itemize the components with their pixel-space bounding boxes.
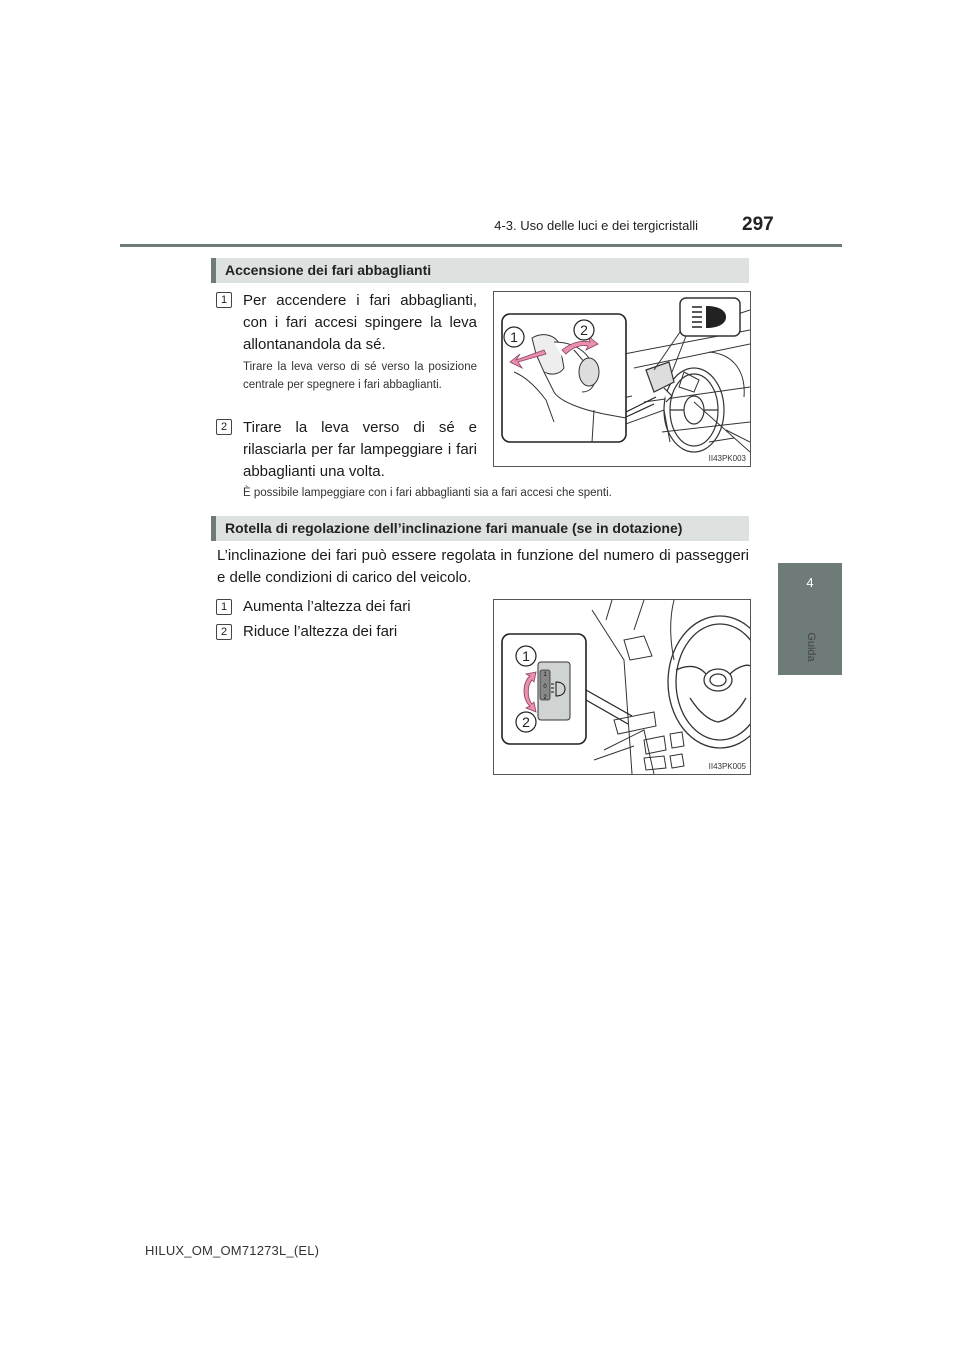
dial-mark-top: 1 (543, 672, 547, 678)
callout-2: 2 (522, 714, 530, 730)
callout-1: 1 (522, 648, 530, 664)
chapter-number: 4 (806, 575, 814, 590)
step-number-badge: 1 (216, 292, 232, 308)
section-heading-accent (211, 516, 216, 541)
step-1-note: Tirare la leva verso di sé verso la posizione centrale per spegnere i fari abbaglianti. (243, 361, 477, 391)
lever-drawing (494, 292, 750, 466)
step-number-badge: 1 (216, 599, 232, 615)
header-rule (120, 244, 842, 247)
header-section-title: 4-3. Uso delle luci e dei tergicristalli (494, 218, 698, 233)
step-lower-text: Riduce l’altezza dei fari (243, 623, 398, 640)
figure-code: II43PK005 (708, 762, 746, 771)
step-2-note: È possibile lampeggiare con i fari abbaglianti sia a fari accesi che spenti. (243, 487, 612, 499)
step-number-badge: 2 (216, 624, 232, 640)
callout-1: 1 (510, 329, 518, 345)
step-1-text: Per accendere i fari abbaglianti, con i fari accesi spingere la leva allontanandola da sé. (243, 292, 477, 353)
leveling-intro-text: L’inclinazione dei fari può essere regolata in funzione del numero di passeggeri e delle condizioni di carico del veicolo. (217, 547, 749, 586)
page-number: 297 (742, 214, 774, 235)
document-code: HILUX_OM_OM71273L_(EL) (145, 1243, 320, 1258)
step-number-badge: 2 (216, 419, 232, 435)
step-raise-text: Aumenta l’altezza dei fari (243, 598, 411, 615)
high-beam-lever-illustration (493, 291, 751, 467)
leveling-dial-illustration (493, 599, 751, 775)
section-heading-leveling (211, 516, 749, 541)
callout-2: 2 (580, 322, 588, 338)
step-2-text: Tirare la leva verso di sé e rilasciarla per far lampeggiare i fari abbaglianti una volta. (243, 419, 477, 480)
dial-drawing (494, 600, 750, 774)
section-heading-text: Rotella di regolazione dell’inclinazione fari manuale (se in dotazione) (225, 520, 683, 536)
section-heading-text: Accensione dei fari abbaglianti (225, 262, 432, 278)
chapter-label: Guida (805, 632, 817, 662)
figure-code: II43PK003 (708, 454, 746, 463)
section-heading-accent (211, 258, 216, 283)
dial-mark-bottom: 2 (543, 695, 547, 701)
dial-mark-mid: 0 (543, 684, 547, 690)
section-heading-high-beam (211, 258, 749, 283)
